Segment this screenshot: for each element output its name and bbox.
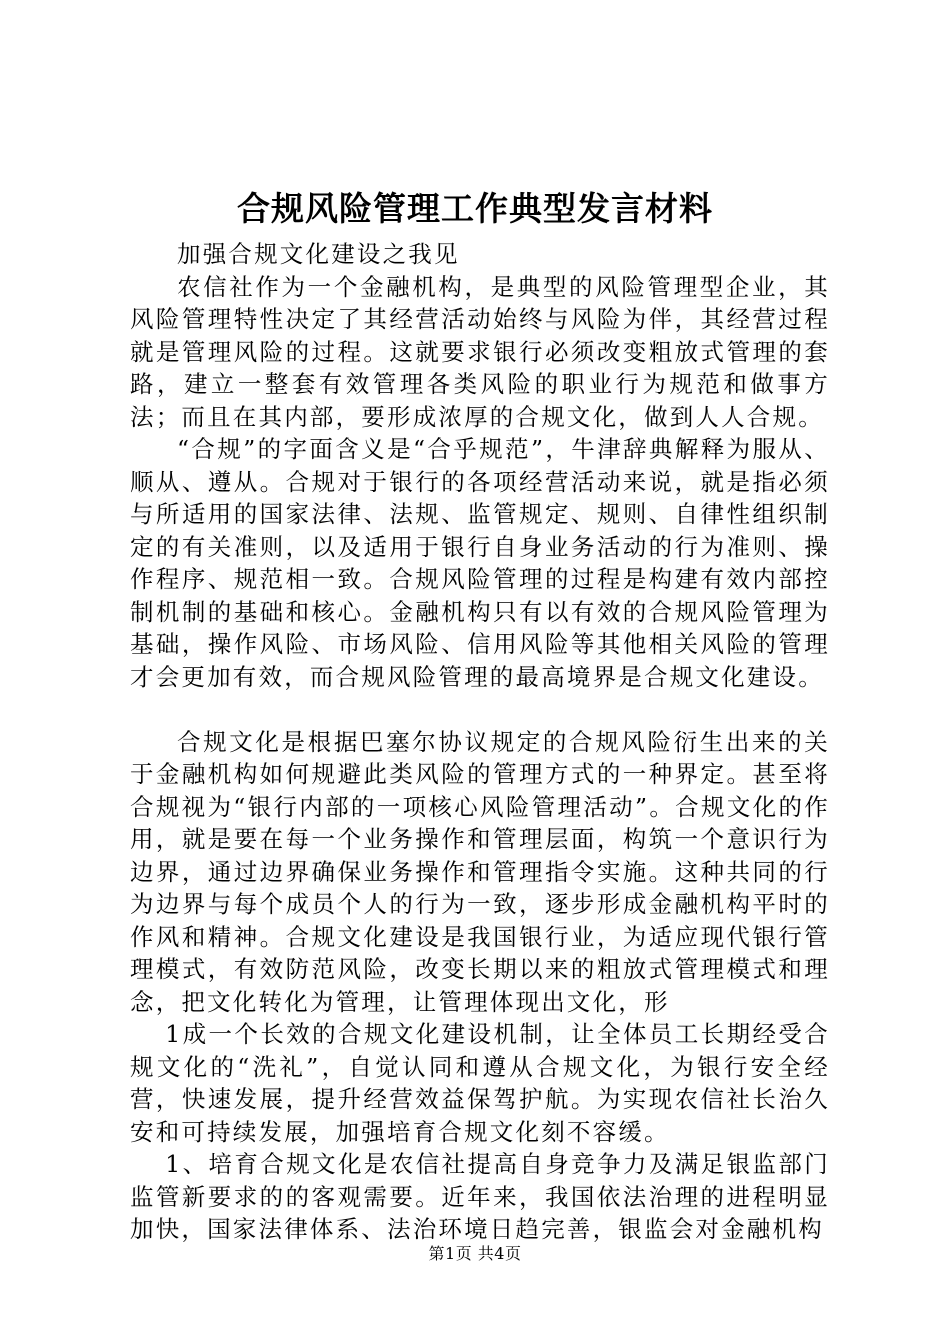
page-footer: 第1页 共4页 (428, 1244, 522, 1263)
body-paragraph: 1成一个长效的合规文化建设机制，让全体员工长期经受合规文化的“洗礼”，自觉认同和遵从合规文化，为银行安全经营，快速发展，提升经营效益保驾护航。为实现农信社长治久安和可持续发展，加强培育合规文化刻不容缓。 (130, 1020, 830, 1146)
paragraph-spacer (130, 693, 830, 726)
subtitle-paragraph: 加强合规文化建设之我见 (177, 240, 460, 268)
body-paragraph: “合规”的字面含义是“合乎规范”，牛津辞典解释为服从、顺从、遵从。合规对于银行的各项经营活动来说，就是指必须与所适用的国家法律、法规、监管规定、规则、自律性组织制定的有关准则，以及适用于银行自身业务活动的行为准则、操作程序、规范相一致。合规风险管理的过程是构建有效内部控制机制的基础和核心。金融机构只有以有效的合规风险管理为基础，操作风险、市场风险、信用风险等其他相关风险的管理才会更加有效，而合规风险管理的最高境界是合规文化建设。 (130, 435, 830, 691)
body-paragraph: 1、培育合规文化是农信社提高自身竞争力及满足银监部门监管新要求的的客观需要。近年来，我国依法治理的进程明显加快，国家法律体系、法治环境日趋完善，银监会对金融机构 (130, 1150, 830, 1243)
document-body (130, 238, 830, 1246)
body-paragraph: 合规文化是根据巴塞尔协议规定的合规风险衍生出来的关于金融机构如何规避此类风险的管理方式的一种界定。甚至将合规视为“银行内部的一项核心风险管理活动”。合规文化的作用，就是要在每一个业务操作和管理层面，构筑一个意识行为边界，通过边界确保业务操作和管理指令实施。这种共同的行为边界与每个成员个人的行为一致，逐步形成金融机构平时的作风和精神。合规文化建设是我国银行业，为适应现代银行管理模式，有效防范风险，改变长期以来的粗放式管理模式和理念，把文化转化为管理，让管理体现出文化，形 (130, 727, 830, 1016)
document-title: 合规风险管理工作典型发言材料 (237, 189, 713, 228)
body-paragraph: 农信社作为一个金融机构，是典型的风险管理型企业，其风险管理特性决定了其经营活动始终与风险为伴，其经营过程就是管理风险的过程。这就要求银行必须改变粗放式管理的套路，建立一整套有效管理各类风险的职业行为规范和做事方法；而且在其内部，要形成浓厚的合规文化，做到人人合规。 (130, 272, 830, 431)
